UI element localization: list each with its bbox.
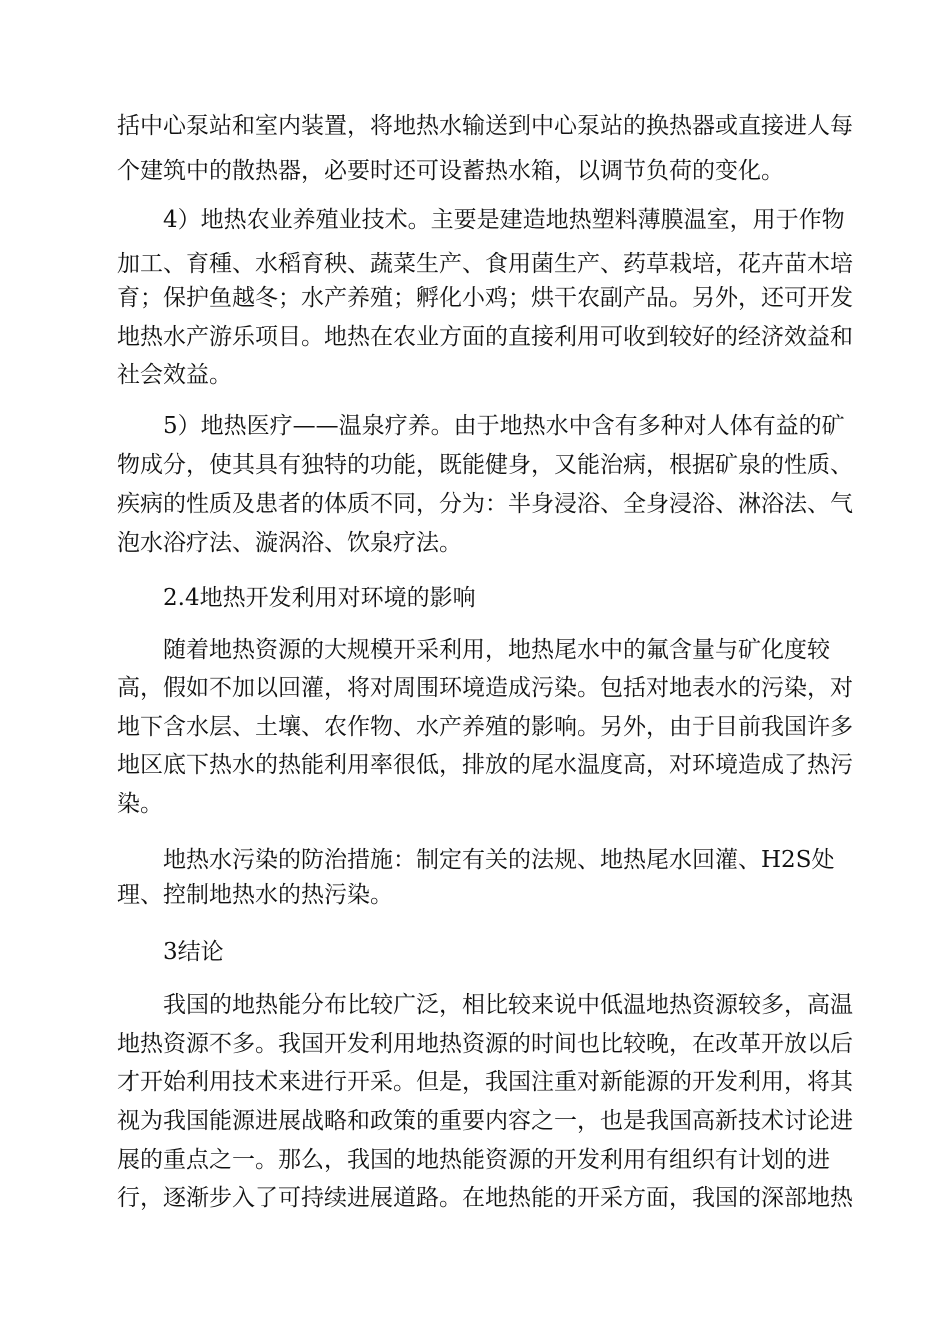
section-heading: 2.4地热开发利用对环境的影响 bbox=[163, 585, 476, 611]
text-line: 染。 bbox=[117, 791, 163, 817]
text-line: 地下含水层、土壤、农作物、水产养殖的影响。另外，由于目前我国许多 bbox=[117, 714, 853, 740]
text-line: 4）地热农业养殖业技术。主要是建造地热塑料薄膜温室，用于作物 bbox=[163, 207, 845, 233]
text-line: 疾病的性质及患者的体质不同，分为：半身浸浴、全身浸浴、淋浴法、气 bbox=[117, 491, 853, 517]
text-line: 社会效益。 bbox=[117, 362, 232, 388]
text-line: 视为我国能源进展战略和政策的重要内容之一，也是我国高新技术讨论进 bbox=[117, 1108, 853, 1134]
text-line: 地热水产游乐项目。地热在农业方面的直接利用可收到较好的经济效益和 bbox=[117, 324, 853, 350]
text-line: 才开始利用技术来进行开采。但是，我国注重对新能源的开发利用，将其 bbox=[117, 1069, 853, 1095]
text-line: 泡水浴疗法、漩涡浴、饮泉疗法。 bbox=[117, 530, 462, 556]
text-line: 地热资源不多。我国开发利用地热资源的时间也比较晚，在改革开放以后 bbox=[117, 1031, 853, 1057]
text-line: 我国的地热能分布比较广泛，相比较来说中低温地热资源较多，高温 bbox=[163, 992, 853, 1018]
text-line: 展的重点之一。那么，我国的地热能资源的开发利用有组织有计划的进 bbox=[117, 1147, 830, 1173]
text-line: 物成分，使其具有独特的功能，既能健身，又能治病，根据矿泉的性质、 bbox=[117, 452, 853, 478]
text-line: 理、控制地热水的热污染。 bbox=[117, 882, 393, 908]
section-heading: 3结论 bbox=[163, 939, 224, 965]
text-line: 高，假如不加以回灌，将对周围环境造成污染。包括对地表水的污染，对 bbox=[117, 675, 853, 701]
text-line: 育；保护鱼越冬；水产养殖；孵化小鸡；烘干农副产品。另外，还可开发 bbox=[117, 285, 853, 311]
text-line: 地热水污染的防治措施：制定有关的法规、地热尾水回灌、H2S处 bbox=[163, 847, 835, 873]
text-line: 个建筑中的散热器，必要时还可设蓄热水箱，以调节负荷的变化。 bbox=[117, 158, 784, 184]
text-line: 行，逐渐步入了可持续进展道路。在地热能的开采方面，我国的深部地热 bbox=[117, 1185, 853, 1211]
text-line: 地区底下热水的热能利用率很低，排放的尾水温度高，对环境造成了热污 bbox=[117, 752, 853, 778]
text-line: 加工、育種、水稻育秧、蔬菜生产、食用菌生产、药草栽培，花卉苗木培 bbox=[117, 251, 853, 277]
text-line: 5）地热医疗——温泉疗养。由于地热水中含有多种对人体有益的矿 bbox=[163, 413, 845, 439]
text-line: 随着地热资源的大规模开采利用，地热尾水中的氟含量与矿化度较 bbox=[163, 637, 830, 663]
text-line: 括中心泵站和室内装置，将地热水输送到中心泵站的换热器或直接进人每 bbox=[117, 113, 853, 139]
